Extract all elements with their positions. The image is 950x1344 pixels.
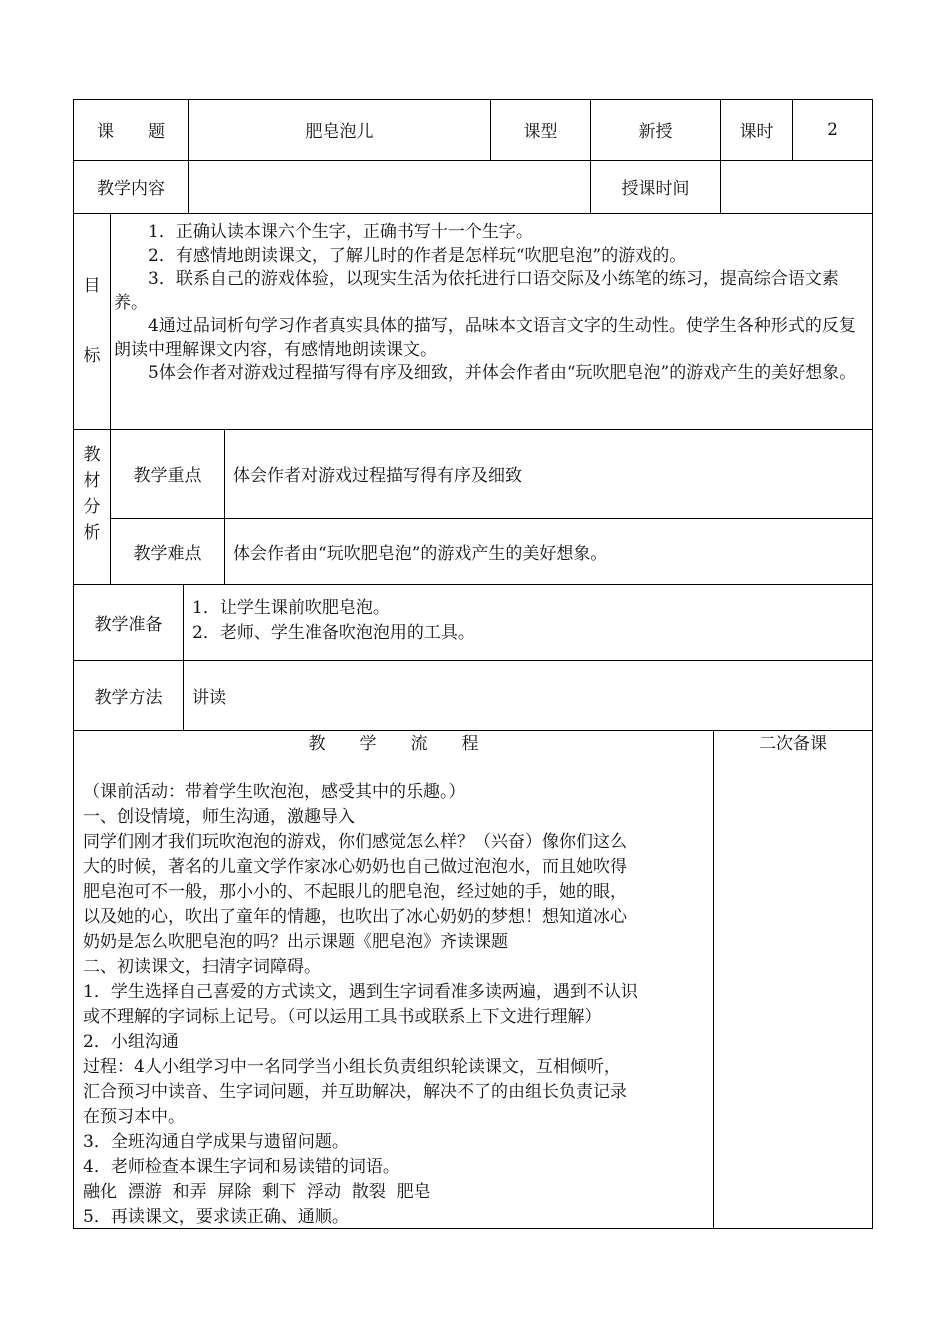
flow-line: 二、初读课文，扫清字词障碍。	[83, 957, 321, 977]
content-row	[73, 160, 873, 213]
type-label: 课型	[523, 122, 558, 142]
analysis-label-char: 材	[83, 471, 101, 491]
difficult-point-value: 体会作者由“玩吹肥皂泡”的游戏产生的美好想象。	[233, 544, 608, 564]
prep-item: 1．让学生课前吹肥皂泡。	[192, 598, 390, 618]
analysis-row	[73, 429, 873, 584]
method-row	[73, 660, 873, 730]
flow-line: 1．学生选择自己喜爱的方式读文，遇到生字词看准多读两遍，遇到不认识	[83, 982, 638, 1002]
flow-line: 在预习本中。	[83, 1107, 185, 1127]
topic-value: 肥皂泡儿	[305, 122, 374, 142]
prep-label: 教学准备	[94, 614, 163, 635]
analysis-label-char: 教	[83, 445, 101, 465]
flow-line: 5．再读课文，要求读正确、通顺。	[83, 1207, 349, 1227]
objectives-row	[73, 213, 873, 429]
objective-item: 1．正确认读本课六个生字，正确书写十一个生字。	[148, 222, 533, 242]
hours-value: 2	[827, 119, 838, 140]
objectives-label-char: 标	[83, 346, 101, 366]
prep-item: 2．老师、学生准备吹泡泡用的工具。	[192, 623, 475, 643]
objectives-label	[74, 213, 110, 429]
content-value	[189, 160, 590, 213]
flow-line: 肥皂泡可不一般，那小小的、不起眼儿的肥皂泡，经过她的手，她的眼，	[83, 882, 627, 902]
flow-line: 融化 漂游 和弄 屏除 剩下 浮动 散裂 肥皂	[83, 1182, 431, 1202]
flow-line: 或不理解的字词标上记号。（可以运用工具书或联系上下文进行理解）	[83, 1007, 602, 1027]
flow-line: 汇合预习中读音、生字词问题，并互助解决，解决不了的由组长负责记录	[83, 1082, 627, 1102]
flow-line: （课前活动：带着学生吹泡泡，感受其中的乐趣。）	[83, 782, 466, 802]
method-label: 教学方法	[94, 687, 163, 708]
header-row	[73, 99, 873, 160]
prep-list	[192, 596, 862, 646]
topic-label: 课 题	[97, 122, 165, 142]
key-point-value: 体会作者对游戏过程描写得有序及细致	[233, 466, 522, 486]
time-value	[721, 160, 872, 213]
objective-item: 4通过品词析句学习作者真实具体的描写，品味本文语言文字的生动性。使学生各种形式的反复朗读中理解课文内容，有感情地朗读课文。	[114, 316, 856, 360]
objectives-list	[114, 221, 862, 386]
hours-label: 课时	[739, 122, 774, 142]
objective-item: 2．有感情地朗读课文，了解儿时的作者是怎样玩“吹肥皂泡”的游戏的。	[148, 245, 687, 266]
objectives-label-char: 目	[83, 276, 101, 296]
flow-line: 大的时候，著名的儿童文学作家冰心奶奶也自己做过泡泡水，而且她吹得	[83, 857, 627, 877]
objective-item: 3．联系自己的游戏体验，以现实生活为依托进行口语交际及小练笔的练习，提高综合语文素养。	[114, 269, 839, 313]
flow-side-title: 二次备课	[759, 734, 827, 754]
difficult-point-label: 教学难点	[133, 544, 202, 564]
flow-line: 以及她的心，吹出了童年的情趣，也吹出了冰心奶奶的梦想！想知道冰心	[83, 907, 627, 927]
objective-item: 5体会作者对游戏过程描写得有序及细致，并体会作者由“玩吹肥皂泡”的游戏产生的美好想象。	[148, 363, 857, 383]
time-label: 授课时间	[621, 179, 690, 199]
analysis-label-char: 析	[83, 523, 101, 543]
flow-line: 一、创设情境，师生沟通，激趣导入	[83, 807, 355, 827]
content-label: 教学内容	[97, 179, 165, 199]
key-point-label: 教学重点	[133, 466, 202, 486]
analysis-label	[74, 439, 110, 549]
flow-title: 教 学 流 程	[308, 734, 479, 754]
flow-line: 4．老师检查本课生字词和易读错的词语。	[83, 1157, 400, 1177]
analysis-label-char: 分	[83, 497, 101, 517]
prep-row	[73, 584, 873, 660]
flow-line	[83, 758, 711, 780]
method-value: 讲读	[192, 687, 226, 708]
flow-line: 同学们刚才我们玩吹泡泡的游戏，你们感觉怎么样？（兴奋）像你们这么	[83, 832, 627, 852]
flow-line: 过程：4人小组学习中一名同学当小组长负责组织轮读课文，互相倾听，	[83, 1057, 621, 1077]
flow-body	[83, 758, 711, 1230]
flow-row	[73, 730, 873, 1229]
flow-line: 奶奶是怎么吹肥皂泡的吗？出示课题《肥皂泡》齐读课题	[83, 932, 508, 952]
flow-line: 2．小组沟通	[83, 1032, 179, 1052]
type-value: 新授	[638, 122, 673, 142]
flow-line: 3．全班沟通自学成果与遗留问题。	[83, 1132, 349, 1152]
